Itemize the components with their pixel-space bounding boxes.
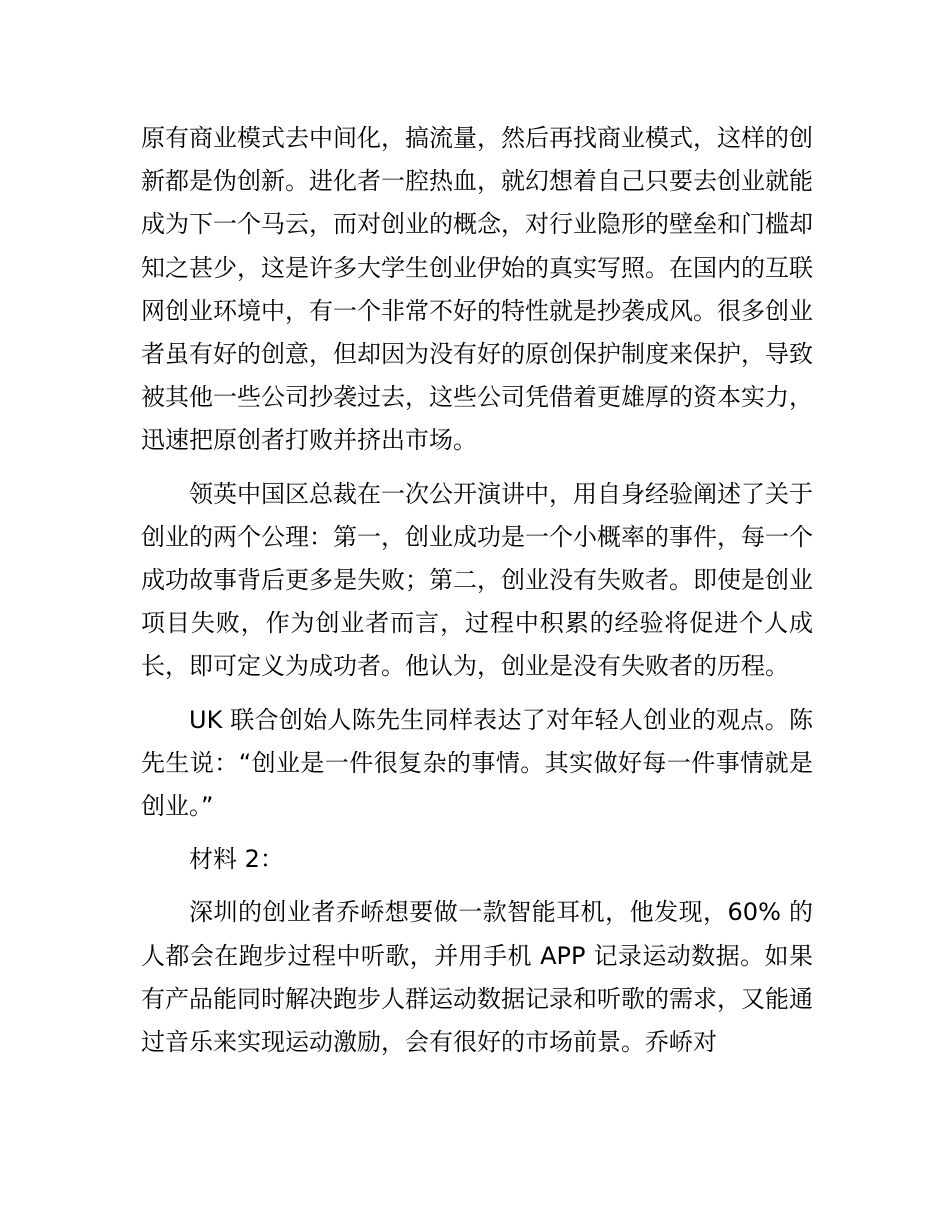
paragraph-shenzhen-earphone: 深圳的创业者乔峤想要做一款智能耳机，他发现，60% 的人都会在跑步过程中听歌，并用手机 APP 记录运动数据。如果有产品能同时解决跑步人群运动数据记录和听歌的需求，又能通过音乐来实现运动激励，会有很好的市场前景。乔峤对 xyxy=(141,898,813,1057)
paragraph-continuation: 原有商业模式去中间化，搞流量，然后再找商业模式，这样的创新都是伪创新。进化者一腔热血，就幻想着自己只要去创业就能成为下一个马云，而对创业的概念，对行业隐形的壁垒和门槛却知之甚少，这是许多大学生创业伊始的真实写照。在国内的互联网创业环境中，有一个非常不好的特性就是抄袭成风。很多创业者虽有好的创意，但却因为没有好的原创保护制度来保护，导致被其他一些公司抄袭过去，这些公司凭借着更雄厚的资本实力，迅速把原创者打败并挤出市场。 xyxy=(141,124,813,455)
material-2-heading: 材料 2： xyxy=(189,845,284,874)
paragraph-uk-cofounder-view: UK 联合创始人陈先生同样表达了对年轻人创业的观点。陈先生说：“创业是一件很复杂的事情。其实做好每一件事情就是创业。” xyxy=(141,705,813,821)
document-body xyxy=(141,117,813,1074)
paragraph-linkedin-founder-speech: 领英中国区总裁在一次公开演讲中，用自身经验阐述了关于创业的两个公理：第一，创业成功是一个小概率的事件，每一个成功故事背后更多是失败；第二，创业没有失败者。即使是创业项目失败，作为创业者而言，过程中积累的经验将促进个人成长，即可定义为成功者。他认为，创业是没有失败者的历程。 xyxy=(141,479,813,681)
